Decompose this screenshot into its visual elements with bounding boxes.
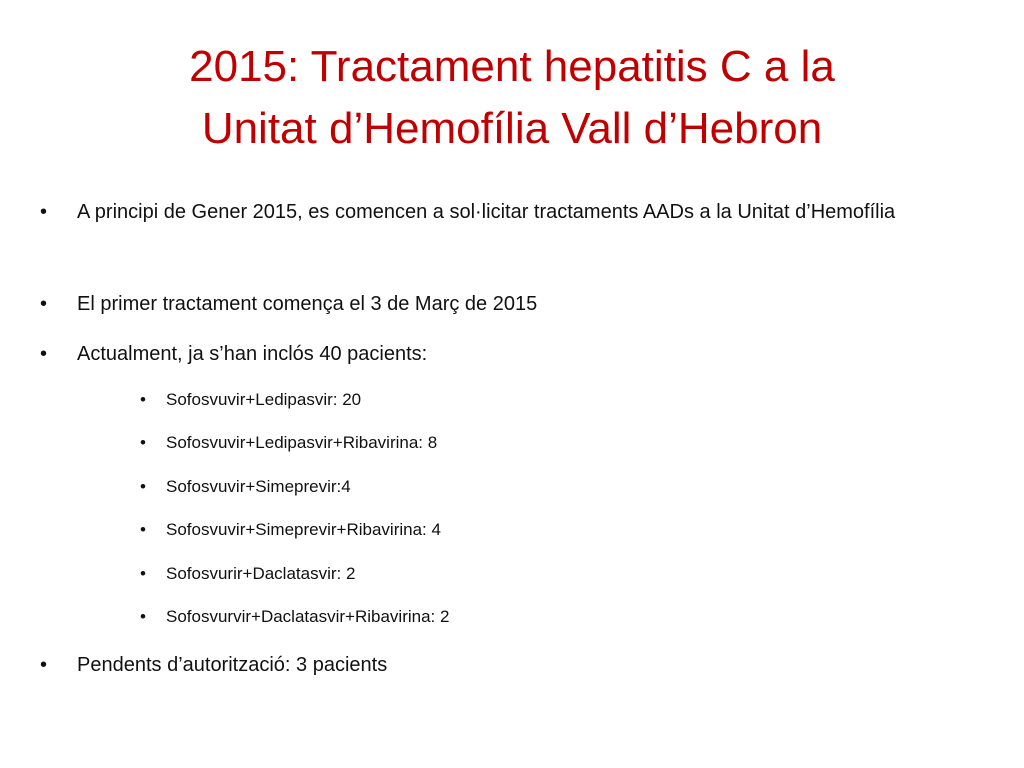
bullet-text-3: Actualment, ja s’han inclós 40 pacients: [77, 343, 428, 365]
bullet-text-2: El primer tractament comença el 3 de Març de 2015 [77, 293, 538, 315]
slide-title-line-2: Unitat d’Hemofília Vall d’Hebron [201, 104, 823, 153]
sub-bullet-item-2 [140, 432, 940, 454]
slide-title-line-1: 2015: Tractament hepatitis C a la [189, 42, 835, 91]
sub-bullet-dot-icon: • [140, 390, 146, 409]
bullet-dot-icon: • [40, 293, 48, 315]
sub-bullet-item-4 [140, 519, 940, 541]
bullet-text-4: Pendents d’autorització: 3 pacients [77, 654, 388, 676]
bullet-dot-icon: • [40, 654, 48, 676]
sub-bullet-dot-icon: • [140, 564, 146, 583]
sub-bullet-dot-icon: • [140, 520, 146, 539]
sub-bullet-text-6: Sofosvurvir+Daclatasvir+Ribavirina: 2 [166, 607, 450, 626]
sub-bullet-item-3 [140, 476, 940, 498]
sub-bullet-dot-icon: • [140, 433, 146, 452]
sub-bullet-text-2: Sofosvuvir+Ledipasvir+Ribavirina: 8 [166, 433, 438, 452]
bullet-item-2 [40, 283, 940, 325]
sub-bullet-item-6 [140, 606, 940, 628]
sub-bullet-item-1 [140, 389, 940, 411]
sub-bullet-dot-icon: • [140, 477, 146, 496]
bullet-item-4 [40, 644, 940, 686]
sub-bullet-text-4: Sofosvuvir+Simeprevir+Ribavirina: 4 [166, 520, 441, 539]
sub-bullet-item-5 [140, 563, 940, 585]
bullet-item-3 [40, 333, 940, 375]
sub-bullet-text-3: Sofosvuvir+Simeprevir:4 [166, 477, 351, 496]
sub-bullet-dot-icon: • [140, 607, 146, 626]
bullet-dot-icon: • [40, 343, 48, 365]
sub-bullet-text-5: Sofosvurir+Daclatasvir: 2 [166, 564, 356, 583]
bullet-text-1: A principi de Gener 2015, es comencen a sol·licitar tractaments AADs a la Unitat d’Hemofília [77, 201, 896, 223]
bullet-dot-icon: • [40, 201, 48, 223]
bullet-item-1 [40, 191, 940, 233]
sub-bullet-text-1: Sofosvuvir+Ledipasvir: 20 [166, 390, 362, 409]
